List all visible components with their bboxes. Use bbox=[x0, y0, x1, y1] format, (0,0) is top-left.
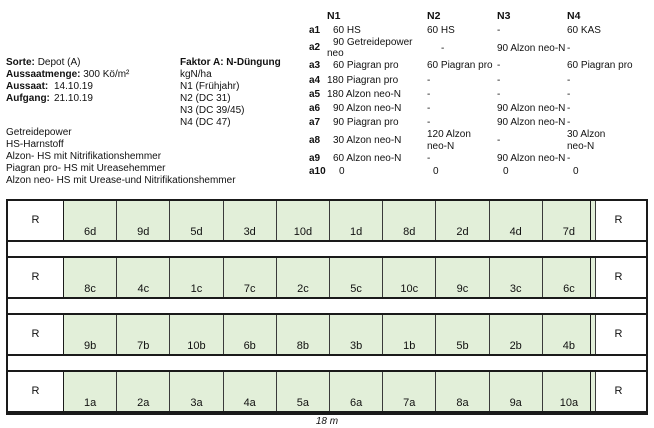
plot-cell: 1b bbox=[383, 315, 436, 354]
cell-n2: - bbox=[427, 89, 431, 100]
legend-item: Piagran pro- HS mit Ureasehemmer bbox=[6, 163, 166, 174]
plot-row-d bbox=[8, 199, 646, 242]
cell-n1: 60 HS bbox=[333, 25, 361, 36]
aussaat-value: 14.10.19 bbox=[54, 81, 93, 92]
cell-n2: 60 Piagran pro bbox=[427, 60, 493, 71]
border-plot: R bbox=[590, 372, 646, 411]
plot-cell: 8d bbox=[383, 201, 436, 240]
plot-cell: 4a bbox=[224, 372, 277, 411]
cell-n4: 30 Alzon bbox=[567, 129, 606, 140]
table-header-n2: N2 bbox=[427, 10, 441, 22]
plot-cell: 5b bbox=[436, 315, 489, 354]
plot-cell: 7d bbox=[543, 201, 596, 240]
cell-n2: - bbox=[441, 43, 445, 54]
plot-cell: 5a bbox=[277, 372, 330, 411]
cell-n4: - bbox=[567, 153, 571, 164]
legend-item: Alzon- HS mit Nitrifikationshemmer bbox=[6, 151, 162, 162]
cell-n3: 90 Alzon neo-N bbox=[497, 117, 566, 128]
plot-cell: 4c bbox=[117, 258, 170, 297]
cell-n3: 90 Alzon neo-N bbox=[497, 153, 566, 164]
cell-n4: - bbox=[567, 43, 571, 54]
border-plot: R bbox=[8, 372, 64, 411]
sorte-value: Depot (A) bbox=[37, 57, 81, 68]
faktor-level: N4 (DC 47) bbox=[180, 117, 231, 128]
plot-cell: 10b bbox=[170, 315, 223, 354]
sorte-line bbox=[6, 57, 80, 69]
legend-item: HS-Harnstoff bbox=[6, 139, 64, 150]
cell-n3: - bbox=[497, 75, 501, 86]
plot-cell: 4b bbox=[543, 315, 596, 354]
row-id: a4 bbox=[309, 75, 321, 86]
field-plot-layout bbox=[6, 199, 648, 415]
row-id: a7 bbox=[309, 117, 321, 128]
row-id: a5 bbox=[309, 89, 321, 100]
faktor-unit: kgN/ha bbox=[180, 69, 212, 80]
row-id: a1 bbox=[309, 25, 321, 36]
row-id: a10 bbox=[309, 166, 326, 177]
plot-cell: 2c bbox=[277, 258, 330, 297]
cell-n1-cont: neo bbox=[327, 48, 344, 59]
cell-n3: 90 Alzon neo-N bbox=[497, 43, 566, 54]
plot-cell: 8b bbox=[277, 315, 330, 354]
plot-cell: 9a bbox=[490, 372, 543, 411]
aufgang-label: Aufgang: bbox=[6, 93, 50, 104]
plot-row-c bbox=[8, 256, 646, 299]
cell-n1: 90 Piagran pro bbox=[333, 117, 399, 128]
plot-cell: 9d bbox=[117, 201, 170, 240]
cell-n3: 0 bbox=[503, 166, 509, 177]
plot-cell: 6c bbox=[543, 258, 596, 297]
border-plot: R bbox=[8, 315, 64, 354]
cell-n1: 180 Alzon neo-N bbox=[327, 89, 401, 100]
plot-row-b bbox=[8, 313, 646, 356]
cell-n2: - bbox=[427, 153, 431, 164]
plot-cell: 8c bbox=[64, 258, 117, 297]
cell-n2-cont: neo-N bbox=[427, 141, 455, 152]
cell-n1: 180 Piagran pro bbox=[327, 75, 399, 86]
faktor-level: N1 (Frühjahr) bbox=[180, 81, 240, 92]
cell-n1: 60 Piagran pro bbox=[333, 60, 399, 71]
table-header-n4: N4 bbox=[567, 10, 581, 22]
cell-n4: 60 KAS bbox=[567, 25, 601, 36]
cell-n4: 0 bbox=[573, 166, 579, 177]
row-id: a3 bbox=[309, 60, 321, 71]
aussaatmenge-value: 300 Kö/m² bbox=[83, 69, 130, 80]
row-id: a2 bbox=[309, 42, 321, 53]
plot-cell: 5d bbox=[170, 201, 223, 240]
plot-cell: 2b bbox=[490, 315, 543, 354]
plot-cell: 2d bbox=[436, 201, 489, 240]
cell-n1: 60 Alzon neo-N bbox=[333, 153, 402, 164]
plot-cell: 2a bbox=[117, 372, 170, 411]
border-plot: R bbox=[590, 201, 646, 240]
table-header-n1: N1 bbox=[327, 10, 341, 22]
faktor-level: N3 (DC 39/45) bbox=[180, 105, 245, 116]
plot-cell: 7b bbox=[117, 315, 170, 354]
legend-item: Getreidepower bbox=[6, 127, 72, 138]
row-id: a9 bbox=[309, 153, 321, 164]
cell-n1: 90 Getreidepower bbox=[333, 37, 413, 48]
plot-cell: 10d bbox=[277, 201, 330, 240]
cell-n1: 0 bbox=[339, 166, 345, 177]
faktor-level: N2 (DC 31) bbox=[180, 93, 231, 104]
sorte-label: Sorte: bbox=[6, 57, 35, 68]
cell-n1: 90 Alzon neo-N bbox=[333, 103, 402, 114]
border-plot: R bbox=[8, 201, 64, 240]
cell-n4-cont: neo-N bbox=[567, 141, 595, 152]
border-plot: R bbox=[590, 315, 646, 354]
table-header-n3: N3 bbox=[497, 10, 511, 22]
cell-n4: - bbox=[567, 103, 571, 114]
border-plot: R bbox=[8, 258, 64, 297]
plot-row-a bbox=[8, 370, 646, 413]
aussaatmenge-label: Aussaatmenge: bbox=[6, 69, 81, 80]
plot-cell: 6a bbox=[330, 372, 383, 411]
cell-n2: - bbox=[427, 75, 431, 86]
plot-cell: 7c bbox=[224, 258, 277, 297]
cell-n3: - bbox=[497, 25, 501, 36]
plot-cell: 10c bbox=[383, 258, 436, 297]
plot-cell: 1d bbox=[330, 201, 383, 240]
row-id: a8 bbox=[309, 135, 321, 146]
plot-cell: 3d bbox=[224, 201, 277, 240]
cell-n2: 60 HS bbox=[427, 25, 455, 36]
cell-n2: 120 Alzon bbox=[427, 129, 471, 140]
border-plot: R bbox=[590, 258, 646, 297]
aufgang-line bbox=[6, 93, 93, 105]
cell-n3: - bbox=[497, 89, 501, 100]
aussaat-line bbox=[6, 81, 93, 93]
faktor-title: Faktor A: N-Düngung bbox=[180, 57, 281, 68]
aussaatmenge-line bbox=[6, 69, 129, 81]
cell-n4: 60 Piagran pro bbox=[567, 60, 633, 71]
plot-cell: 3a bbox=[170, 372, 223, 411]
plot-cell: 9b bbox=[64, 315, 117, 354]
plot-cell: 7a bbox=[383, 372, 436, 411]
scale-label: 18 m bbox=[315, 416, 339, 427]
plot-cell: 10a bbox=[543, 372, 596, 411]
cell-n4: - bbox=[567, 75, 571, 86]
plot-cell: 4d bbox=[490, 201, 543, 240]
plot-cell: 1a bbox=[64, 372, 117, 411]
cell-n3: - bbox=[497, 60, 501, 71]
plot-cell: 9c bbox=[436, 258, 489, 297]
cell-n1: 30 Alzon neo-N bbox=[333, 135, 402, 146]
plot-cell: 6d bbox=[64, 201, 117, 240]
cell-n4: - bbox=[567, 117, 571, 128]
plot-cell: 5c bbox=[330, 258, 383, 297]
plot-cell: 6b bbox=[224, 315, 277, 354]
cell-n2: - bbox=[427, 117, 431, 128]
cell-n2: 0 bbox=[433, 166, 439, 177]
plot-cell: 3b bbox=[330, 315, 383, 354]
legend-item: Alzon neo- HS mit Urease-und Nitrifikationshemmer bbox=[6, 175, 236, 186]
cell-n2: - bbox=[427, 103, 431, 114]
cell-n4: - bbox=[567, 89, 571, 100]
plot-cell: 1c bbox=[170, 258, 223, 297]
cell-n3: 90 Alzon neo-N bbox=[497, 103, 566, 114]
row-id: a6 bbox=[309, 103, 321, 114]
plot-cell: 3c bbox=[490, 258, 543, 297]
cell-n3: - bbox=[497, 135, 501, 146]
plot-cell: 8a bbox=[436, 372, 489, 411]
aussaat-label: Aussaat: bbox=[6, 81, 49, 92]
aufgang-value: 21.10.19 bbox=[54, 93, 93, 104]
